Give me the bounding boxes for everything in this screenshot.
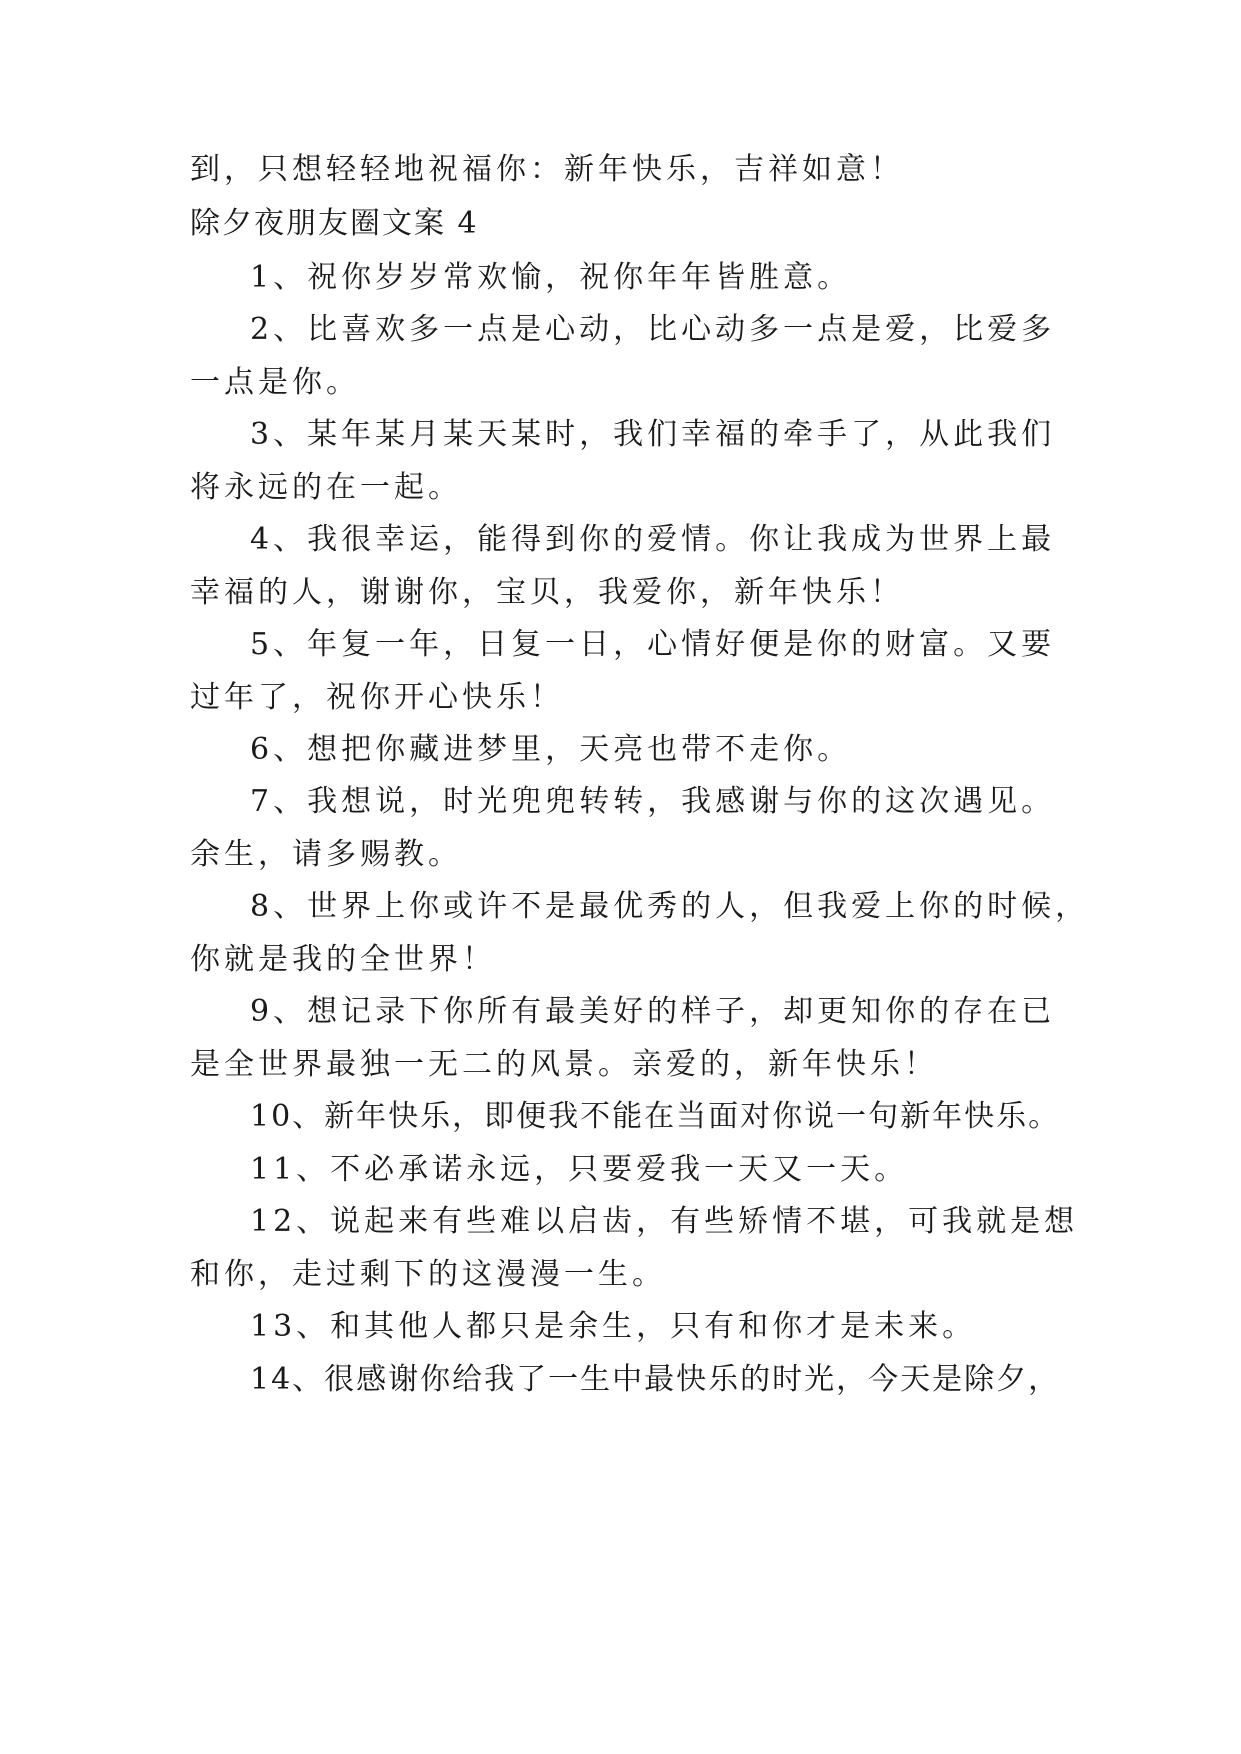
list-item-4-cont: 幸福的人，谢谢你，宝贝，我爱你，新年快乐！ — [190, 575, 904, 610]
list-item-9: 9、想记录下你所有最美好的样子，却更知你的存在已 — [250, 994, 1056, 1029]
list-item-7-cont: 余生，请多赐教。 — [190, 837, 462, 872]
list-item-3-cont: 将永远的在一起。 — [190, 470, 462, 505]
list-item-3: 3、某年某月某天某时，我们幸福的牵手了，从此我们 — [250, 417, 1056, 452]
list-item-5: 5、年复一年，日复一日，心情好便是你的财富。又要 — [250, 627, 1056, 662]
list-item-1: 1、祝你岁岁常欢愉，祝你年年皆胜意。 — [250, 260, 852, 295]
list-item-8: 8、世界上你或许不是最优秀的人，但我爱上你的时候， — [250, 889, 1090, 924]
list-item-11: 11、不必承诺永远，只要爱我一天又一天。 — [250, 1152, 909, 1187]
section-title: 除夕夜朋友圈文案 4 — [190, 206, 479, 241]
list-item-7: 7、我想说，时光兜兜转转，我感谢与你的这次遇见。 — [250, 784, 1056, 819]
list-item-9-cont: 是全世界最独一无二的风景。亲爱的，新年快乐！ — [190, 1047, 938, 1082]
list-item-12: 12、说起来有些难以启齿，有些矫情不堪，可我就是想 — [250, 1204, 1079, 1239]
list-item-10: 10、新年快乐，即便我不能在当面对你说一句新年快乐。 — [250, 1099, 1061, 1134]
list-item-2: 2、比喜欢多一点是心动，比心动多一点是爱，比爱多 — [250, 312, 1056, 347]
list-item-12-cont: 和你，走过剩下的这漫漫一生。 — [190, 1257, 666, 1292]
list-item-6: 6、想把你藏进梦里，天亮也带不走你。 — [250, 732, 852, 767]
list-item-4: 4、我很幸运，能得到你的爱情。你让我成为世界上最 — [250, 522, 1056, 557]
list-item-8-cont: 你就是我的全世界！ — [190, 942, 496, 977]
list-item-13: 13、和其他人都只是余生，只有和你才是未来。 — [250, 1309, 977, 1344]
continuation-line: 到，只想轻轻地祝福你：新年快乐，吉祥如意！ — [190, 152, 904, 187]
list-item-14: 14、很感谢你给我了一生中最快乐的时光，今天是除夕， — [250, 1362, 1061, 1397]
list-item-5-cont: 过年了，祝你开心快乐！ — [190, 680, 564, 715]
list-item-2-cont: 一点是你。 — [190, 365, 360, 400]
